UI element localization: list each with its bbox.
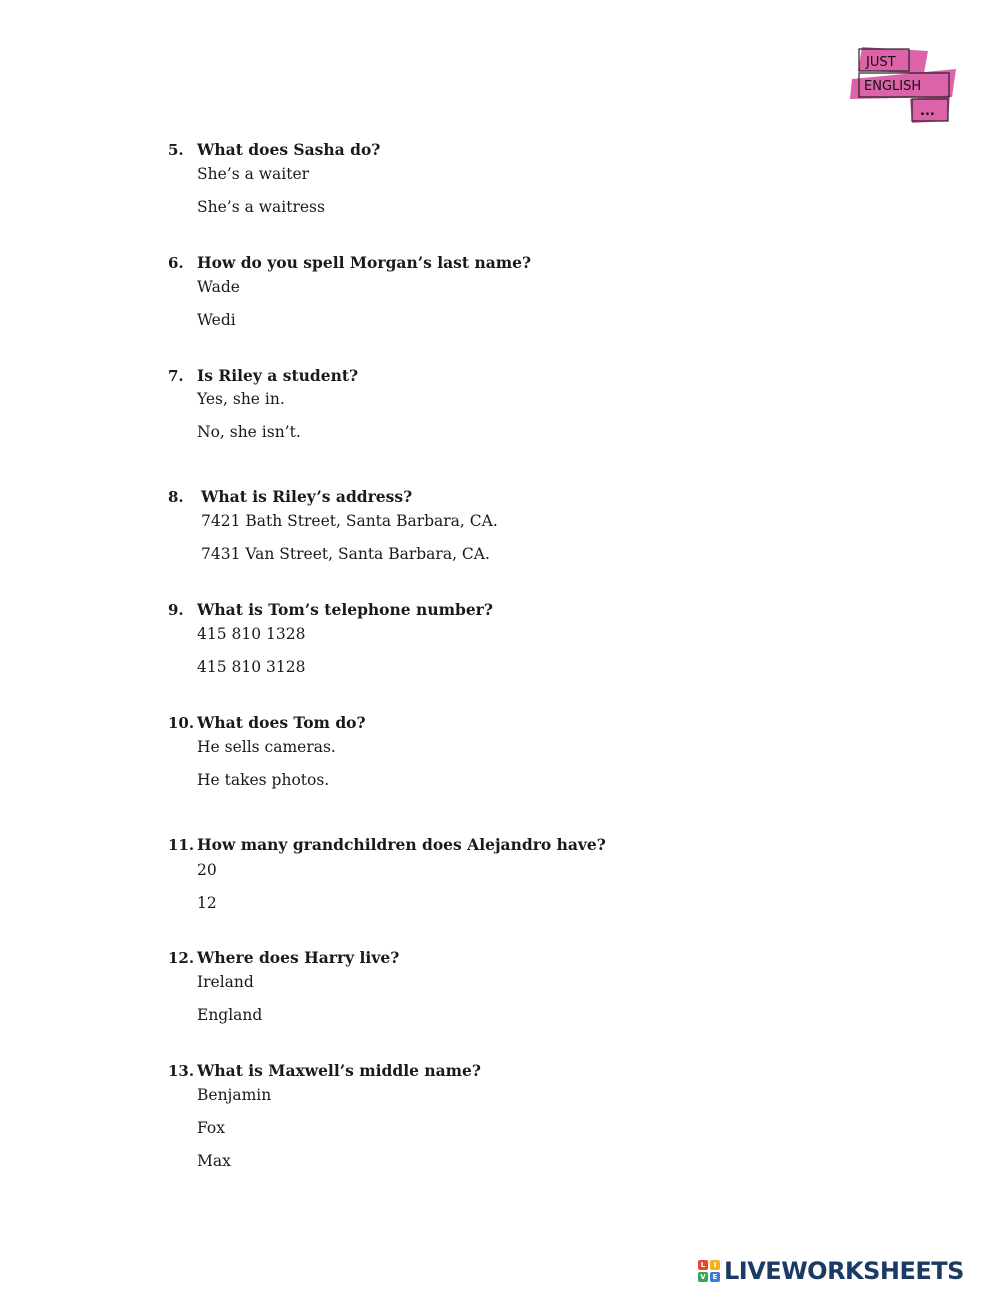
logo-line2: ENGLISH	[864, 79, 922, 94]
answer-option[interactable]: She’s a waitress	[197, 198, 325, 216]
answer-option[interactable]: Wade	[197, 278, 240, 296]
badge-letter: I	[710, 1260, 720, 1270]
answer-option[interactable]: No, she isn’t.	[197, 423, 301, 441]
logo-line3: ...	[920, 104, 935, 119]
badge-letter: L	[698, 1260, 708, 1270]
question-text: Where does Harry live?	[197, 948, 400, 967]
answer-option[interactable]: 7431 Van Street, Santa Barbara, CA.	[201, 545, 490, 563]
answer-option[interactable]: 20	[197, 861, 217, 879]
answer-option[interactable]: He takes photos.	[197, 771, 330, 789]
badge-letter: V	[698, 1272, 708, 1282]
answer-option[interactable]: Fox	[197, 1119, 225, 1137]
question-text: How many grandchildren does Alejandro have?	[197, 835, 606, 854]
answer-option[interactable]: Ireland	[197, 973, 254, 991]
answer-option[interactable]: Max	[197, 1152, 231, 1170]
logo-line1: JUST	[866, 55, 896, 70]
answer-option[interactable]: 415 810 1328	[197, 625, 306, 643]
answer-option[interactable]: Benjamin	[197, 1086, 272, 1104]
question-number: 8.	[168, 488, 184, 506]
badge-letter: E	[710, 1272, 720, 1282]
question-text: Is Riley a student?	[197, 366, 359, 385]
question-number: 11.	[168, 836, 195, 854]
question-number: 12.	[168, 949, 195, 967]
answer-option[interactable]: He sells cameras.	[197, 738, 336, 756]
question-number: 13.	[168, 1062, 195, 1080]
answer-option[interactable]: 12	[197, 894, 217, 912]
question-number: 6.	[168, 254, 184, 272]
question-text: What does Sasha do?	[197, 140, 381, 159]
answer-option[interactable]: 415 810 3128	[197, 658, 306, 676]
question-number: 10.	[168, 714, 195, 732]
liveworksheets-logo-icon	[698, 1260, 720, 1282]
question-text: How do you spell Morgan’s last name?	[197, 253, 532, 272]
question-text: What does Tom do?	[197, 713, 366, 732]
question-number: 7.	[168, 367, 184, 385]
question-text: What is Maxwell’s middle name?	[197, 1061, 481, 1080]
answer-option[interactable]: Yes, she in.	[197, 390, 285, 408]
question-text: What is Tom’s telephone number?	[197, 600, 493, 619]
question-number: 9.	[168, 601, 184, 619]
answer-option[interactable]: She’s a waiter	[197, 165, 310, 183]
question-number: 5.	[168, 141, 184, 159]
question-text: What is Riley’s address?	[201, 487, 413, 506]
answer-option[interactable]: 7421 Bath Street, Santa Barbara, CA.	[201, 512, 498, 530]
liveworksheets-wordmark: LIVEWORKSHEETS	[724, 1257, 964, 1285]
answer-option[interactable]: England	[197, 1006, 263, 1024]
liveworksheets-brand	[698, 1257, 994, 1285]
answer-option[interactable]: Wedi	[197, 311, 236, 329]
just-english-logo	[850, 45, 960, 125]
